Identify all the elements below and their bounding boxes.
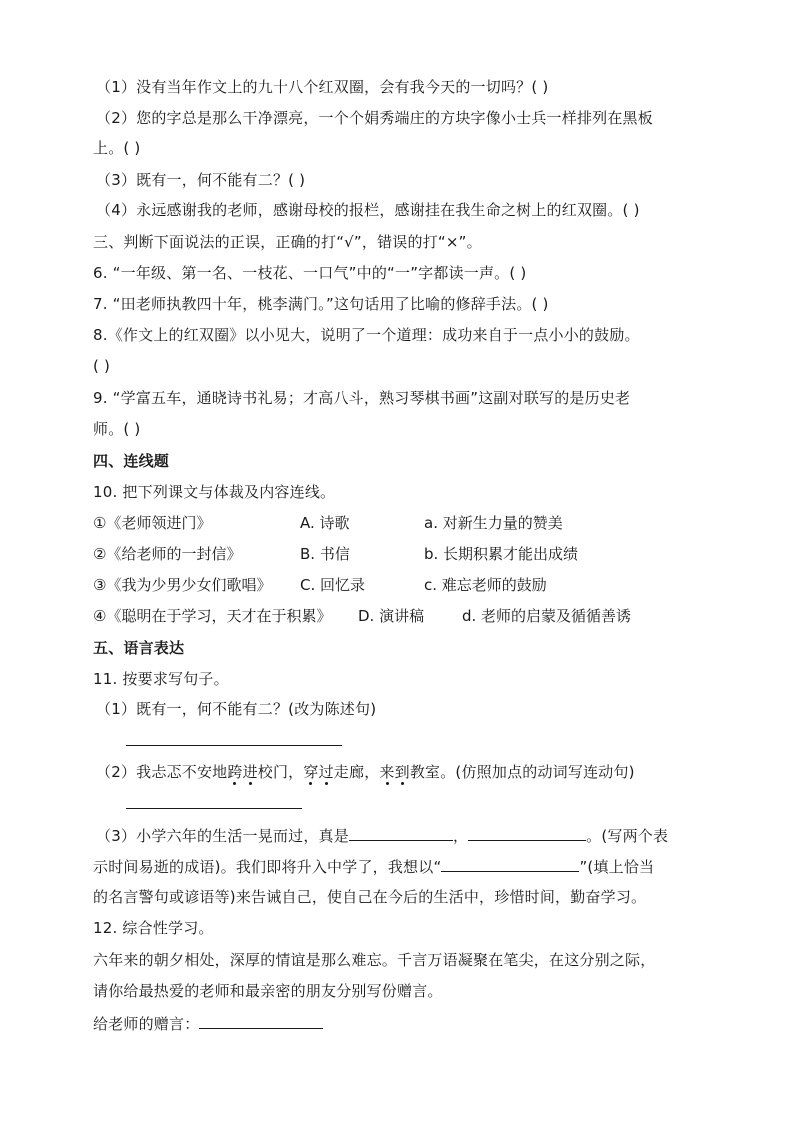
question-8: 8.《作文上的红双圈》以小见大，说明了一个道理：成功来自于一点小小的鼓励。 xyxy=(93,326,640,344)
question-9-answer: 师。( ) xyxy=(93,420,141,438)
idiom-blank-1[interactable] xyxy=(349,825,453,841)
dotted-verb: 进 xyxy=(242,763,258,781)
dotted-verb: 过 xyxy=(318,763,334,781)
match-text: ④《聪明在于学习，天才在于积累》 xyxy=(93,607,332,625)
match-text: ③《我为少男少女们歌唱》 xyxy=(93,576,272,594)
match-content: d. 老师的启蒙及循循善诱 xyxy=(462,607,632,625)
proverb-blank[interactable] xyxy=(441,856,579,872)
match-text: ②《给老师的一封信》 xyxy=(93,545,242,563)
section-heading: 五、语言表达 xyxy=(93,639,185,657)
dotted-verb: 穿 xyxy=(303,763,319,781)
question-line: （2）您的字总是那么干净漂亮，一个个娟秀端庄的方块字像小士兵一样排列在黑板 xyxy=(96,109,653,127)
question-12: 12. 综合性学习。 xyxy=(93,919,214,937)
question-line: （1）没有当年作文上的九十八个红双圈，会有我今天的一切吗？( ) xyxy=(96,78,549,96)
dotted-verb: 来 xyxy=(379,763,395,781)
teacher-message-blank[interactable] xyxy=(199,1013,323,1029)
question-10: 10. 把下列课文与体裁及内容连线。 xyxy=(93,483,336,501)
question-11-3: 的名言警句或谚语等)来告诫自己，使自己在今后的生活中，珍惜时间，勤奋学习。 xyxy=(93,888,647,906)
teacher-message-label: 给老师的赠言： xyxy=(93,1013,323,1034)
question-11-3: 示时间易逝的成语)。我们即将升入中学了，我想以“ ”(填上恰当 xyxy=(93,858,655,876)
question-7: 7. “田老师执教四十年，桃李满门。”这句话用了比喻的修辞手法。( ) xyxy=(93,295,549,313)
question-9: 9. “学富五车，通晓诗书礼易；才高八斗，熟习琴棋书画”这副对联写的是历史老 xyxy=(93,389,631,407)
match-content: b. 长期积累才能出成绩 xyxy=(424,545,579,563)
match-content: c. 难忘老师的鼓励 xyxy=(424,576,547,594)
match-content: a. 对新生力量的赞美 xyxy=(424,514,563,532)
match-genre: C. 回忆录 xyxy=(300,576,366,594)
question-11-1: （1）既有一，何不能有二？(改为陈述句) xyxy=(96,700,377,718)
match-text: ①《老师领进门》 xyxy=(93,514,212,532)
question-6: 6. “一年级、第一名、一枝花、一口气”中的“一”字都读一声。( ) xyxy=(93,264,527,282)
dotted-verb: 到 xyxy=(394,763,410,781)
question-line: 上。( ) xyxy=(93,139,141,157)
question-12-text: 请你给最热爱的老师和最亲密的朋友分别写份赠言。 xyxy=(93,982,443,1000)
question-line: （3）既有一，何不能有二？( ) xyxy=(96,171,306,189)
idiom-blank-2[interactable] xyxy=(468,825,586,841)
question-12-text: 六年来的朝夕相处，深厚的情谊是那么难忘。千言万语凝聚在笔尖，在这分别之际， xyxy=(93,951,656,969)
match-genre: D. 演讲稿 xyxy=(358,607,425,625)
dotted-verb: 跨 xyxy=(227,763,243,781)
match-genre: B. 书信 xyxy=(300,545,350,563)
question-11-2: （2）我忐忑不安地跨进校门，穿过走廊，来到教室。(仿照加点的动词写连动句) xyxy=(96,763,635,781)
question-11: 11. 按要求写句子。 xyxy=(93,670,229,688)
match-genre: A. 诗歌 xyxy=(300,514,350,532)
question-8-answer: ( ) xyxy=(93,357,111,375)
section-heading: 四、连线题 xyxy=(93,452,170,470)
question-11-3: （3）小学六年的生活一晃而过，真是 ， 。(写两个表 xyxy=(96,827,669,845)
answer-line[interactable] xyxy=(126,808,302,809)
section-heading: 三、判断下面说法的正误，正确的打“√”，错误的打“×”。 xyxy=(93,233,482,251)
answer-line[interactable] xyxy=(126,745,342,746)
question-line: （4）永远感谢我的老师，感谢母校的报栏，感谢挂在我生命之树上的红双圈。( ) xyxy=(96,201,640,219)
